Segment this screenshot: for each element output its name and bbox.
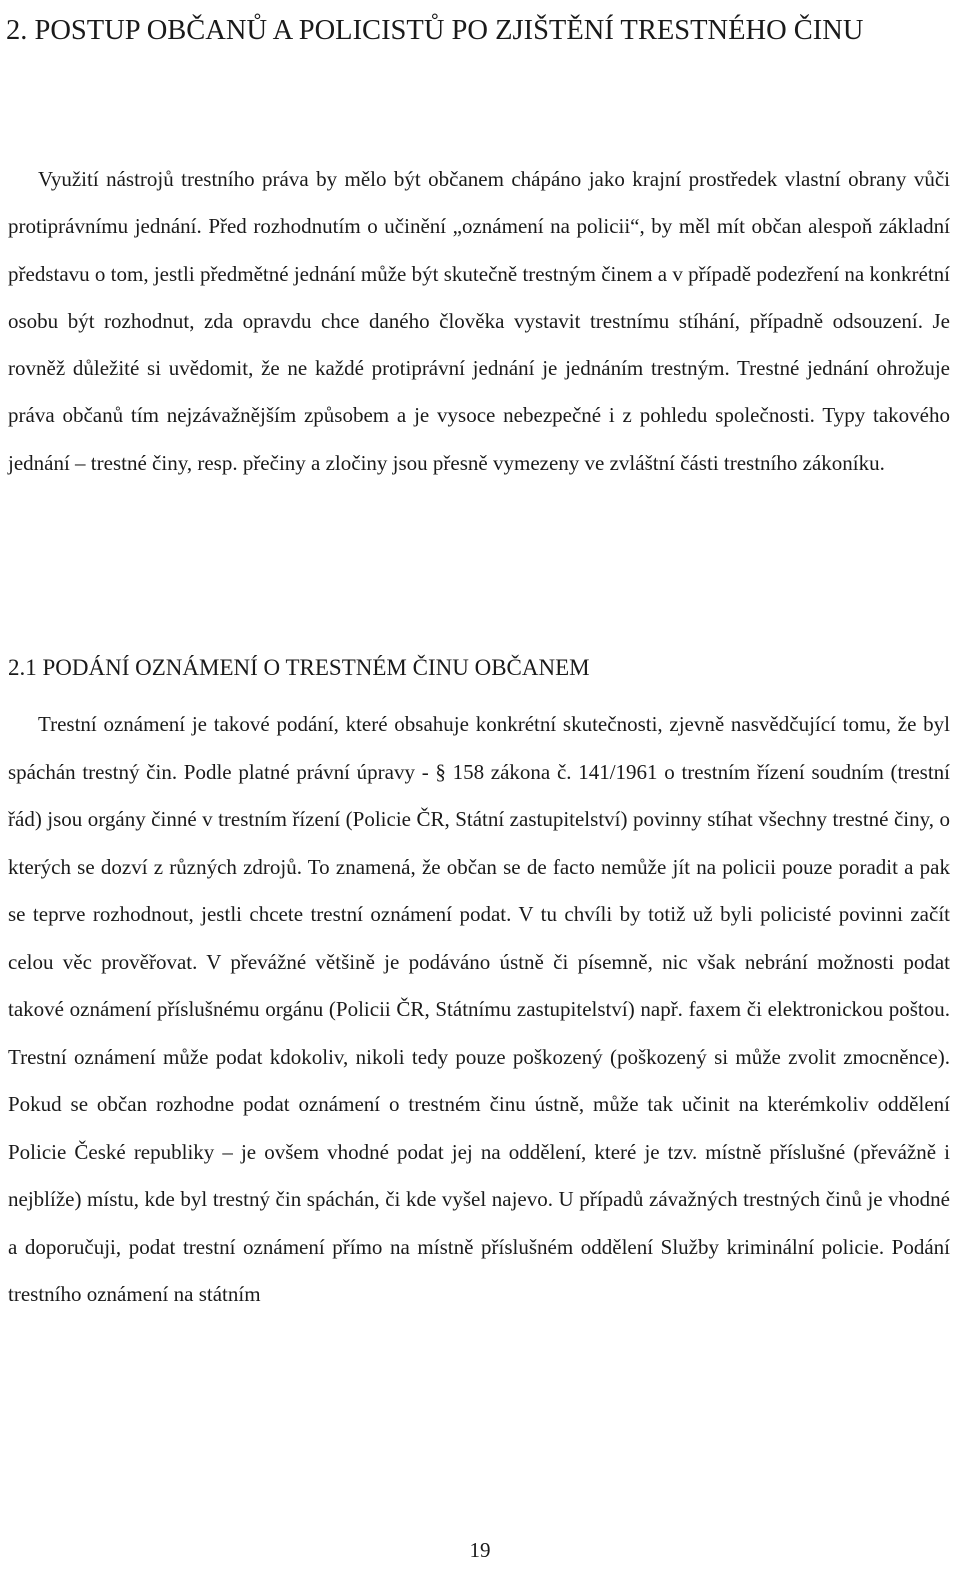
section-paragraph: Trestní oznámení je takové podání, které obsahuje konkrétní skutečnosti, zjevně nasvědčující tomu, že byl spáchán trestný čin. Podle platné právní úpravy - § 158 zákona č. 141/1961 o trestním řízení soudním (trestní řád) jsou orgány činné v trestním řízení (Policie ČR, Státní zastupitelství) povinny stíhat všechny trestné činy, o kterých se dozví z různých zdrojů. To znamená, že občan se de facto nemůže jít na policii pouze poradit a pak se teprve rozhodnout, jestli chcete trestní oznámení podat. V tu chvíli by totiž už byli policisté povinni začít celou věc prověřovat. V převážné většině je podáváno ústně či písemně, nic však nebrání možnosti podat takové oznámení příslušnému orgánu (Policii ČR, Státnímu zastupitelství) např. faxem či elektronickou poštou. Trestní oznámení může podat kdokoliv, nikoli tedy pouze poškozený (poškozený si může zvolit zmocněnce). Pokud se občan rozhodne podat oznámení o trestném činu ústně, může tak učinit na kterémkoliv oddělení Policie České republiky – je ovšem vhodné podat jej na oddělení, které je tzv. místně příslušné (převážně i nejblíže) místu, kde byl trestný čin spáchán, či kde vyšel najevo. U případů závažných trestných činů je vhodné a doporučuji, podat trestní oznámení přímo na místně příslušném oddělení Služby kriminální policie. Podání trestního oznámení na státním bbox=[8, 712, 950, 1306]
page-number: 19 bbox=[469, 1538, 491, 1562]
intro-paragraph: Využití nástrojů trestního práva by mělo být občanem chápáno jako krajní prostředek vlastní obrany vůči protiprávnímu jednání. Před rozhodnutím o učinění „oznámení na policii“, by měl mít občan alespoň základní představu o tom, jestli předmětné jednání může být skutečně trestným činem a v případě podezření na konkrétní osobu být rozhodnut, zda opravdu chce daného člověka vystavit trestnímu stíhání, případně odsouzení. Je rovněž důležité si uvědomit, že ne každé protiprávní jednání je jednáním trestným. Trestné jednání ohrožuje práva občanů tím nejzávažnějším způsobem a je vysoce nebezpečné i z pohledu společnosti. Typy takového jednání – trestné činy, resp. přečiny a zločiny jsou přesně vymezeny ve zvláštní části trestního zákoníku. bbox=[8, 167, 950, 475]
chapter-heading: 2. POSTUP OBČANŮ A POLICISTŮ PO ZJIŠTĚNÍ TRESTNÉHO ČINU bbox=[6, 15, 864, 46]
section-heading: 2.1 PODÁNÍ OZNÁMENÍ O TRESTNÉM ČINU OBČANEM bbox=[8, 655, 590, 680]
